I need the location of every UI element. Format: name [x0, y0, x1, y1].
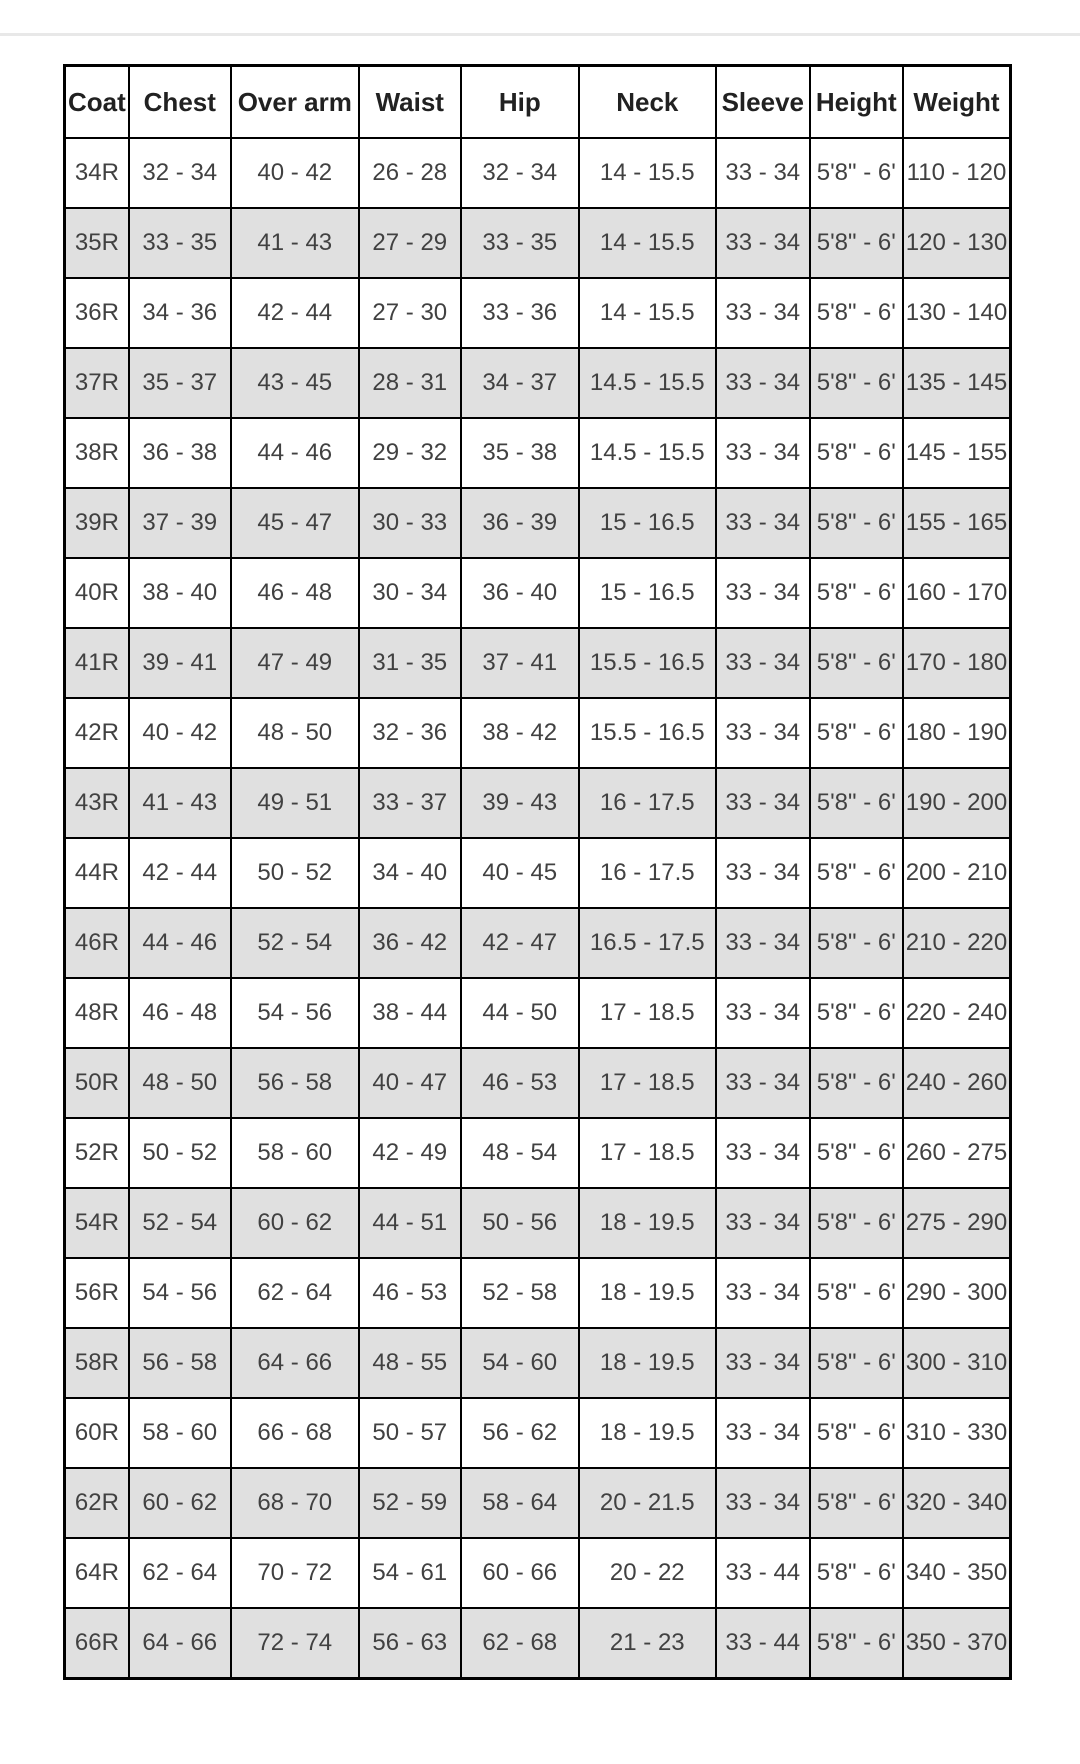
- table-cell-66r-chest: 64 - 66: [129, 1608, 231, 1679]
- table-cell-60r-weight: 310 - 330: [903, 1398, 1011, 1468]
- table-cell-35r-over-arm: 41 - 43: [231, 208, 359, 278]
- table-cell-60r-over-arm: 66 - 68: [231, 1398, 359, 1468]
- table-cell-64r-weight: 340 - 350: [903, 1538, 1011, 1608]
- table-cell-46r-weight: 210 - 220: [903, 908, 1011, 978]
- table-cell-42r-over-arm: 48 - 50: [231, 698, 359, 768]
- table-cell-35r-chest: 33 - 35: [129, 208, 231, 278]
- table-cell-66r-neck: 21 - 23: [579, 1608, 716, 1679]
- table-cell-36r-weight: 130 - 140: [903, 278, 1011, 348]
- table-cell-40r-over-arm: 46 - 48: [231, 558, 359, 628]
- table-cell-52r-weight: 260 - 275: [903, 1118, 1011, 1188]
- table-cell-39r-sleeve: 33 - 34: [716, 488, 810, 558]
- table-row-48r: [65, 978, 1011, 1048]
- table-cell-38r-sleeve: 33 - 34: [716, 418, 810, 488]
- table-cell-66r-over-arm: 72 - 74: [231, 1608, 359, 1679]
- table-cell-35r-sleeve: 33 - 34: [716, 208, 810, 278]
- table-cell-54r-sleeve: 33 - 34: [716, 1188, 810, 1258]
- column-header-height: Height: [810, 66, 903, 139]
- table-cell-36r-sleeve: 33 - 34: [716, 278, 810, 348]
- table-cell-48r-waist: 38 - 44: [359, 978, 461, 1048]
- table-cell-46r-sleeve: 33 - 34: [716, 908, 810, 978]
- table-cell-34r-hip: 32 - 34: [461, 138, 579, 208]
- table-cell-40r-coat: 40R: [65, 558, 129, 628]
- table-cell-40r-waist: 30 - 34: [359, 558, 461, 628]
- table-cell-41r-chest: 39 - 41: [129, 628, 231, 698]
- table-cell-40r-neck: 15 - 16.5: [579, 558, 716, 628]
- table-cell-42r-weight: 180 - 190: [903, 698, 1011, 768]
- table-cell-37r-coat: 37R: [65, 348, 129, 418]
- table-cell-62r-hip: 58 - 64: [461, 1468, 579, 1538]
- table-cell-37r-sleeve: 33 - 34: [716, 348, 810, 418]
- table-cell-40r-weight: 160 - 170: [903, 558, 1011, 628]
- table-cell-41r-hip: 37 - 41: [461, 628, 579, 698]
- table-cell-62r-neck: 20 - 21.5: [579, 1468, 716, 1538]
- table-cell-34r-over-arm: 40 - 42: [231, 138, 359, 208]
- table-cell-36r-over-arm: 42 - 44: [231, 278, 359, 348]
- table-cell-38r-neck: 14.5 - 15.5: [579, 418, 716, 488]
- table-cell-52r-chest: 50 - 52: [129, 1118, 231, 1188]
- table-cell-43r-hip: 39 - 43: [461, 768, 579, 838]
- table-cell-44r-neck: 16 - 17.5: [579, 838, 716, 908]
- table-row-54r: [65, 1188, 1011, 1258]
- table-cell-50r-over-arm: 56 - 58: [231, 1048, 359, 1118]
- table-cell-37r-weight: 135 - 145: [903, 348, 1011, 418]
- table-cell-56r-hip: 52 - 58: [461, 1258, 579, 1328]
- table-cell-58r-weight: 300 - 310: [903, 1328, 1011, 1398]
- table-cell-58r-chest: 56 - 58: [129, 1328, 231, 1398]
- table-cell-56r-over-arm: 62 - 64: [231, 1258, 359, 1328]
- table-cell-52r-neck: 17 - 18.5: [579, 1118, 716, 1188]
- table-row-46r: [65, 908, 1011, 978]
- table-cell-43r-height: 5'8" - 6': [810, 768, 903, 838]
- table-cell-35r-height: 5'8" - 6': [810, 208, 903, 278]
- table-cell-43r-sleeve: 33 - 34: [716, 768, 810, 838]
- table-cell-34r-height: 5'8" - 6': [810, 138, 903, 208]
- table-cell-42r-height: 5'8" - 6': [810, 698, 903, 768]
- column-header-coat: Coat: [65, 66, 129, 139]
- table-row-42r: [65, 698, 1011, 768]
- table-cell-62r-sleeve: 33 - 34: [716, 1468, 810, 1538]
- table-cell-42r-waist: 32 - 36: [359, 698, 461, 768]
- table-cell-52r-waist: 42 - 49: [359, 1118, 461, 1188]
- table-cell-50r-weight: 240 - 260: [903, 1048, 1011, 1118]
- table-cell-37r-waist: 28 - 31: [359, 348, 461, 418]
- table-cell-48r-weight: 220 - 240: [903, 978, 1011, 1048]
- table-cell-52r-over-arm: 58 - 60: [231, 1118, 359, 1188]
- table-row-44r: [65, 838, 1011, 908]
- table-cell-38r-coat: 38R: [65, 418, 129, 488]
- table-cell-42r-neck: 15.5 - 16.5: [579, 698, 716, 768]
- table-cell-46r-chest: 44 - 46: [129, 908, 231, 978]
- column-header-chest: Chest: [129, 66, 231, 139]
- table-cell-39r-weight: 155 - 165: [903, 488, 1011, 558]
- table-row-43r: [65, 768, 1011, 838]
- table-cell-64r-waist: 54 - 61: [359, 1538, 461, 1608]
- table-cell-62r-weight: 320 - 340: [903, 1468, 1011, 1538]
- table-cell-34r-coat: 34R: [65, 138, 129, 208]
- table-cell-40r-sleeve: 33 - 34: [716, 558, 810, 628]
- table-cell-36r-chest: 34 - 36: [129, 278, 231, 348]
- table-cell-48r-chest: 46 - 48: [129, 978, 231, 1048]
- table-cell-42r-hip: 38 - 42: [461, 698, 579, 768]
- table-cell-48r-sleeve: 33 - 34: [716, 978, 810, 1048]
- table-cell-40r-chest: 38 - 40: [129, 558, 231, 628]
- table-cell-54r-waist: 44 - 51: [359, 1188, 461, 1258]
- table-cell-54r-over-arm: 60 - 62: [231, 1188, 359, 1258]
- table-cell-39r-hip: 36 - 39: [461, 488, 579, 558]
- table-cell-52r-sleeve: 33 - 34: [716, 1118, 810, 1188]
- table-cell-52r-height: 5'8" - 6': [810, 1118, 903, 1188]
- table-cell-66r-height: 5'8" - 6': [810, 1608, 903, 1679]
- table-cell-56r-waist: 46 - 53: [359, 1258, 461, 1328]
- table-cell-46r-height: 5'8" - 6': [810, 908, 903, 978]
- table-row-36r: [65, 278, 1011, 348]
- table-cell-34r-waist: 26 - 28: [359, 138, 461, 208]
- table-cell-58r-over-arm: 64 - 66: [231, 1328, 359, 1398]
- table-cell-56r-sleeve: 33 - 34: [716, 1258, 810, 1328]
- table-cell-39r-chest: 37 - 39: [129, 488, 231, 558]
- top-divider: [0, 33, 1080, 36]
- table-cell-37r-height: 5'8" - 6': [810, 348, 903, 418]
- table-cell-39r-neck: 15 - 16.5: [579, 488, 716, 558]
- table-cell-58r-height: 5'8" - 6': [810, 1328, 903, 1398]
- table-cell-44r-height: 5'8" - 6': [810, 838, 903, 908]
- table-cell-34r-chest: 32 - 34: [129, 138, 231, 208]
- table-cell-37r-hip: 34 - 37: [461, 348, 579, 418]
- table-cell-48r-over-arm: 54 - 56: [231, 978, 359, 1048]
- table-cell-43r-neck: 16 - 17.5: [579, 768, 716, 838]
- table-cell-42r-chest: 40 - 42: [129, 698, 231, 768]
- table-cell-58r-hip: 54 - 60: [461, 1328, 579, 1398]
- table-cell-60r-chest: 58 - 60: [129, 1398, 231, 1468]
- table-cell-39r-over-arm: 45 - 47: [231, 488, 359, 558]
- table-cell-62r-height: 5'8" - 6': [810, 1468, 903, 1538]
- table-cell-39r-coat: 39R: [65, 488, 129, 558]
- table-cell-38r-over-arm: 44 - 46: [231, 418, 359, 488]
- table-cell-43r-weight: 190 - 200: [903, 768, 1011, 838]
- table-cell-41r-height: 5'8" - 6': [810, 628, 903, 698]
- table-cell-54r-coat: 54R: [65, 1188, 129, 1258]
- table-cell-48r-neck: 17 - 18.5: [579, 978, 716, 1048]
- table-row-58r: [65, 1328, 1011, 1398]
- table-cell-50r-neck: 17 - 18.5: [579, 1048, 716, 1118]
- table-cell-58r-sleeve: 33 - 34: [716, 1328, 810, 1398]
- table-cell-36r-coat: 36R: [65, 278, 129, 348]
- table-cell-60r-neck: 18 - 19.5: [579, 1398, 716, 1468]
- column-header-sleeve: Sleeve: [716, 66, 810, 139]
- table-cell-60r-waist: 50 - 57: [359, 1398, 461, 1468]
- table-cell-48r-hip: 44 - 50: [461, 978, 579, 1048]
- table-cell-46r-over-arm: 52 - 54: [231, 908, 359, 978]
- table-cell-46r-neck: 16.5 - 17.5: [579, 908, 716, 978]
- table-cell-43r-coat: 43R: [65, 768, 129, 838]
- table-cell-40r-height: 5'8" - 6': [810, 558, 903, 628]
- table-row-35r: [65, 208, 1011, 278]
- table-cell-35r-hip: 33 - 35: [461, 208, 579, 278]
- table-cell-66r-hip: 62 - 68: [461, 1608, 579, 1679]
- table-cell-44r-waist: 34 - 40: [359, 838, 461, 908]
- table-cell-46r-coat: 46R: [65, 908, 129, 978]
- table-cell-62r-waist: 52 - 59: [359, 1468, 461, 1538]
- table-cell-34r-neck: 14 - 15.5: [579, 138, 716, 208]
- table-cell-56r-neck: 18 - 19.5: [579, 1258, 716, 1328]
- table-row-56r: [65, 1258, 1011, 1328]
- table-cell-36r-hip: 33 - 36: [461, 278, 579, 348]
- table-cell-44r-coat: 44R: [65, 838, 129, 908]
- table-cell-38r-weight: 145 - 155: [903, 418, 1011, 488]
- table-cell-60r-hip: 56 - 62: [461, 1398, 579, 1468]
- table-cell-34r-weight: 110 - 120: [903, 138, 1011, 208]
- table-cell-56r-coat: 56R: [65, 1258, 129, 1328]
- size-chart-table: [63, 64, 1012, 1680]
- table-cell-40r-hip: 36 - 40: [461, 558, 579, 628]
- table-cell-38r-hip: 35 - 38: [461, 418, 579, 488]
- table-cell-35r-weight: 120 - 130: [903, 208, 1011, 278]
- table-cell-64r-height: 5'8" - 6': [810, 1538, 903, 1608]
- table-row-34r: [65, 138, 1011, 208]
- table-cell-43r-chest: 41 - 43: [129, 768, 231, 838]
- table-cell-44r-chest: 42 - 44: [129, 838, 231, 908]
- column-header-hip: Hip: [461, 66, 579, 139]
- table-cell-64r-chest: 62 - 64: [129, 1538, 231, 1608]
- table-cell-38r-waist: 29 - 32: [359, 418, 461, 488]
- table-cell-36r-neck: 14 - 15.5: [579, 278, 716, 348]
- table-cell-62r-over-arm: 68 - 70: [231, 1468, 359, 1538]
- table-row-50r: [65, 1048, 1011, 1118]
- table-cell-43r-over-arm: 49 - 51: [231, 768, 359, 838]
- table-cell-58r-waist: 48 - 55: [359, 1328, 461, 1398]
- table-cell-41r-waist: 31 - 35: [359, 628, 461, 698]
- table-cell-48r-coat: 48R: [65, 978, 129, 1048]
- table-cell-43r-waist: 33 - 37: [359, 768, 461, 838]
- table-cell-41r-over-arm: 47 - 49: [231, 628, 359, 698]
- table-cell-41r-neck: 15.5 - 16.5: [579, 628, 716, 698]
- table-cell-56r-chest: 54 - 56: [129, 1258, 231, 1328]
- table-cell-54r-height: 5'8" - 6': [810, 1188, 903, 1258]
- table-cell-60r-sleeve: 33 - 34: [716, 1398, 810, 1468]
- table-cell-36r-height: 5'8" - 6': [810, 278, 903, 348]
- table-row-38r: [65, 418, 1011, 488]
- table-cell-54r-neck: 18 - 19.5: [579, 1188, 716, 1258]
- table-cell-52r-hip: 48 - 54: [461, 1118, 579, 1188]
- table-cell-62r-coat: 62R: [65, 1468, 129, 1538]
- size-chart-body: [65, 138, 1011, 1679]
- header-row: [65, 66, 1011, 139]
- table-cell-56r-height: 5'8" - 6': [810, 1258, 903, 1328]
- table-cell-36r-waist: 27 - 30: [359, 278, 461, 348]
- table-cell-50r-waist: 40 - 47: [359, 1048, 461, 1118]
- table-cell-62r-chest: 60 - 62: [129, 1468, 231, 1538]
- table-cell-41r-sleeve: 33 - 34: [716, 628, 810, 698]
- table-cell-66r-waist: 56 - 63: [359, 1608, 461, 1679]
- table-cell-64r-sleeve: 33 - 44: [716, 1538, 810, 1608]
- column-header-weight: Weight: [903, 66, 1011, 139]
- table-row-41r: [65, 628, 1011, 698]
- table-cell-58r-neck: 18 - 19.5: [579, 1328, 716, 1398]
- table-cell-42r-coat: 42R: [65, 698, 129, 768]
- table-cell-64r-hip: 60 - 66: [461, 1538, 579, 1608]
- table-cell-50r-chest: 48 - 50: [129, 1048, 231, 1118]
- table-cell-54r-hip: 50 - 56: [461, 1188, 579, 1258]
- table-cell-35r-waist: 27 - 29: [359, 208, 461, 278]
- table-cell-54r-chest: 52 - 54: [129, 1188, 231, 1258]
- table-cell-46r-hip: 42 - 47: [461, 908, 579, 978]
- table-cell-66r-coat: 66R: [65, 1608, 129, 1679]
- table-row-52r: [65, 1118, 1011, 1188]
- table-row-37r: [65, 348, 1011, 418]
- table-cell-37r-neck: 14.5 - 15.5: [579, 348, 716, 418]
- table-cell-39r-height: 5'8" - 6': [810, 488, 903, 558]
- table-row-64r: [65, 1538, 1011, 1608]
- table-row-39r: [65, 488, 1011, 558]
- table-row-62r: [65, 1468, 1011, 1538]
- table-cell-44r-over-arm: 50 - 52: [231, 838, 359, 908]
- column-header-waist: Waist: [359, 66, 461, 139]
- table-row-40r: [65, 558, 1011, 628]
- column-header-over-arm: Over arm: [231, 66, 359, 139]
- table-cell-44r-sleeve: 33 - 34: [716, 838, 810, 908]
- table-row-66r: [65, 1608, 1011, 1679]
- table-cell-44r-hip: 40 - 45: [461, 838, 579, 908]
- table-cell-44r-weight: 200 - 210: [903, 838, 1011, 908]
- table-cell-58r-coat: 58R: [65, 1328, 129, 1398]
- table-cell-66r-sleeve: 33 - 44: [716, 1608, 810, 1679]
- table-cell-39r-waist: 30 - 33: [359, 488, 461, 558]
- table-cell-50r-hip: 46 - 53: [461, 1048, 579, 1118]
- table-cell-46r-waist: 36 - 42: [359, 908, 461, 978]
- table-cell-34r-sleeve: 33 - 34: [716, 138, 810, 208]
- table-cell-37r-over-arm: 43 - 45: [231, 348, 359, 418]
- table-cell-50r-sleeve: 33 - 34: [716, 1048, 810, 1118]
- table-cell-35r-coat: 35R: [65, 208, 129, 278]
- table-cell-42r-sleeve: 33 - 34: [716, 698, 810, 768]
- table-cell-50r-coat: 50R: [65, 1048, 129, 1118]
- table-cell-54r-weight: 275 - 290: [903, 1188, 1011, 1258]
- table-cell-35r-neck: 14 - 15.5: [579, 208, 716, 278]
- table-cell-52r-coat: 52R: [65, 1118, 129, 1188]
- table-cell-64r-coat: 64R: [65, 1538, 129, 1608]
- table-cell-64r-neck: 20 - 22: [579, 1538, 716, 1608]
- table-cell-37r-chest: 35 - 37: [129, 348, 231, 418]
- table-cell-41r-coat: 41R: [65, 628, 129, 698]
- table-cell-60r-coat: 60R: [65, 1398, 129, 1468]
- table-cell-48r-height: 5'8" - 6': [810, 978, 903, 1048]
- table-row-60r: [65, 1398, 1011, 1468]
- table-cell-60r-height: 5'8" - 6': [810, 1398, 903, 1468]
- table-cell-56r-weight: 290 - 300: [903, 1258, 1011, 1328]
- table-cell-50r-height: 5'8" - 6': [810, 1048, 903, 1118]
- table-cell-64r-over-arm: 70 - 72: [231, 1538, 359, 1608]
- table-cell-38r-height: 5'8" - 6': [810, 418, 903, 488]
- column-header-neck: Neck: [579, 66, 716, 139]
- table-cell-66r-weight: 350 - 370: [903, 1608, 1011, 1679]
- table-cell-41r-weight: 170 - 180: [903, 628, 1011, 698]
- table-cell-38r-chest: 36 - 38: [129, 418, 231, 488]
